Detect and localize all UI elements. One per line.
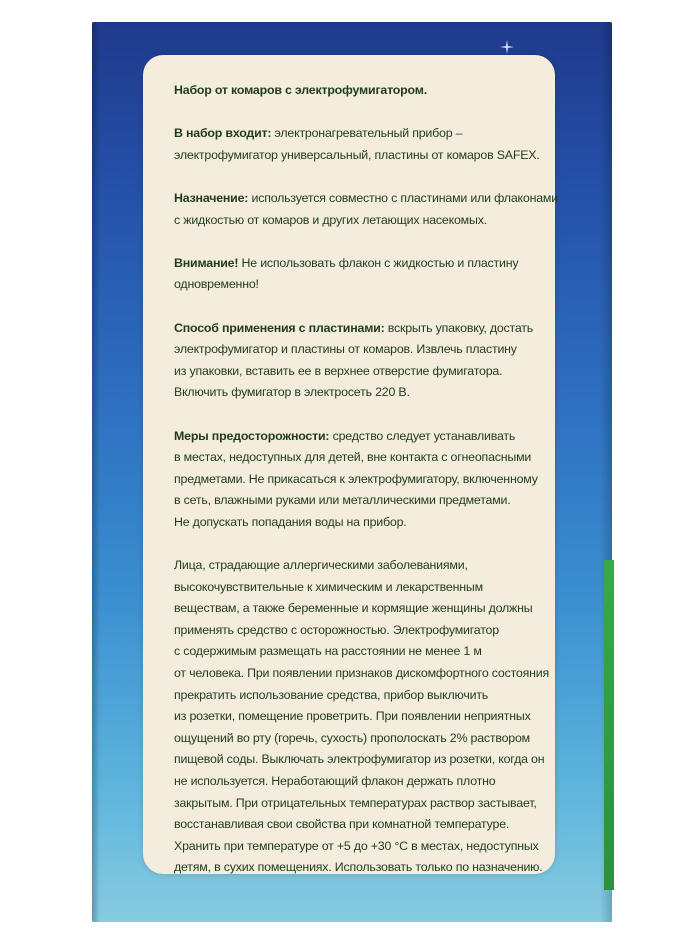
allergy-line: высокочувствительные к химическим и лекарственным [174,579,483,594]
purpose-label: Назначение: [174,190,249,205]
precautions-line: Не допускать попадания воды на прибор. [174,514,407,529]
allergy-line: ощущений во рту (горечь, сухость) прополоскать 2% раствором [174,730,531,745]
precautions-line: в местах, недоступных для детей, вне контакта с огнеопасными [174,450,532,465]
allergy-line: Лица, страдающие аллергическими заболеваниями, [174,558,468,573]
instructions-text [174,80,558,901]
purpose-line: используется совместно с пластинами или флаконами [248,190,558,205]
purpose-paragraph [174,188,558,231]
usage-line: электрофумигатор и пластины от комаров. Извлечь пластину [174,342,517,357]
precautions-line: в сеть, влажными руками или металлическими предметами. [174,493,511,508]
precautions-label: Меры предосторожности: [174,428,330,443]
sparkle-icon [500,40,514,54]
allergy-line: из розетки, помещение проветрить. При появлении неприятных [174,709,531,724]
allergy-line: закрытым. При отрицательных температурах раствор застывает, [174,795,537,810]
allergy-line: Хранить при температуре от +5 до +30 °С в местах, недоступных [174,838,539,853]
precautions-paragraph [174,426,544,534]
box-left-shadow [92,22,100,922]
allergy-line: применять средство с осторожностью. Электрофумигатор [174,622,499,637]
warning-line: Не использовать флакон с жидкостью и пластину [238,255,519,270]
allergy-line: пищевой соды. Выключать электрофумигатор из розетки, когда он [174,752,545,767]
allergy-line: от человека. При появлении признаков дискомфортного состояния [174,666,550,681]
allergy-line: прекратить использование средства, прибор выключить [174,687,489,702]
allergy-line: восстанавливая свои свойства при комнатной температуре. [174,817,510,832]
allergy-line: не используется. Неработающий флакон держать плотно [174,774,496,788]
title-paragraph [174,80,544,102]
allergy-line: веществам, а также беременные и кормящие женщины должны [174,601,533,616]
purpose-line: с жидкостью от комаров и других летающих насекомых. [174,212,487,227]
usage-label: Способ применения с пластинами: [174,320,385,335]
usage-line: из упаковки, вставить ее в верхнее отверстие фумигатора. [174,363,503,378]
precautions-line: предметами. Не прикасаться к электрофумигатору, включенному [174,471,538,486]
usage-paragraph [174,318,544,404]
warning-paragraph [174,253,544,296]
product-title: Набор от комаров с электрофумигатором. [174,83,427,97]
warning-label: Внимание! [174,255,239,270]
precautions-line: средство следует устанавливать [329,428,516,443]
kit-paragraph [174,123,544,166]
allergy-line: с содержимым размещать на расстоянии не менее 1 м [174,644,482,659]
kit-line: электрофумигатор универсальный, пластины от комаров SAFEX. [174,147,540,162]
usage-line: Включить фумигатор в электросеть 220 В. [174,385,410,400]
usage-line: вскрыть упаковку, достать [384,320,534,335]
kit-label: В набор входит: [174,126,272,141]
kit-line: электронагревательный прибор – [271,126,463,141]
box-green-edge [604,560,614,890]
allergy-paragraph [174,555,550,879]
allergy-line: детям, в сухих помещениях. Использовать только по назначению. [174,860,543,875]
warning-line: одновременно! [174,277,259,292]
